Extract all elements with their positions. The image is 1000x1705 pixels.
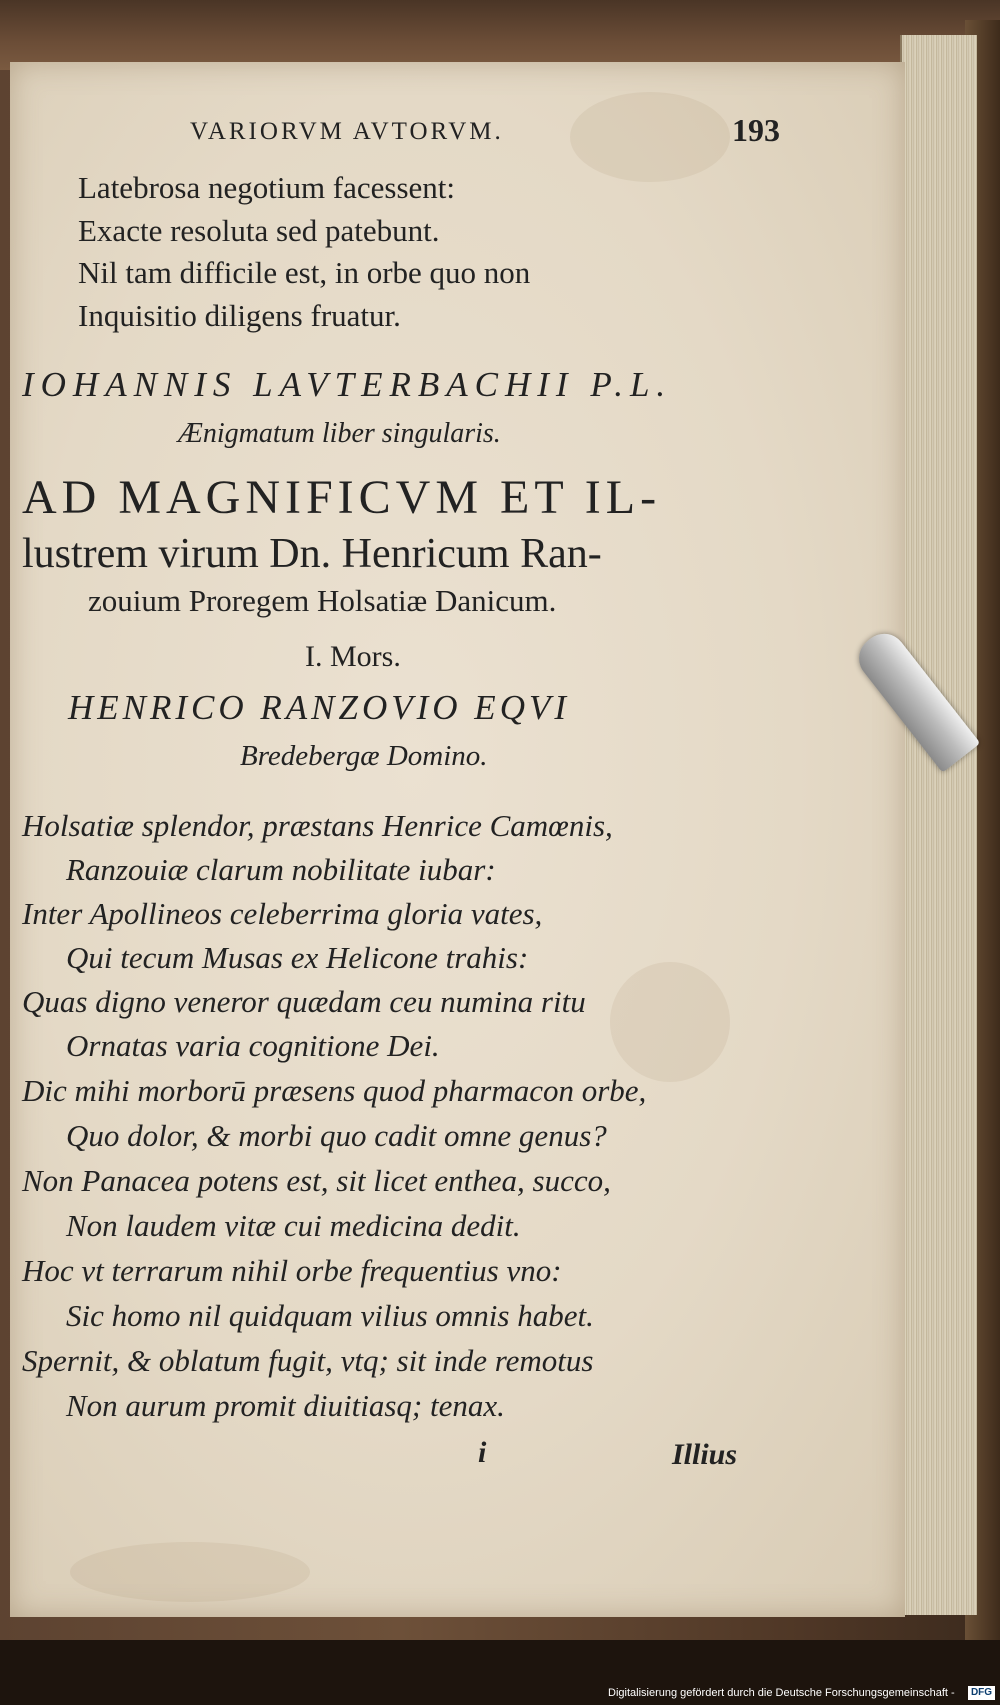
verse-line: Holsatiæ splendor, præstans Henrice Camœnis, [22,808,613,843]
verse-line: Non laudem vitæ cui medicina dedit. [66,1208,521,1243]
paper-stain [70,1542,310,1602]
verse-line: Non aurum promit diuitiasq; tenax. [66,1388,505,1423]
verse-line: Inter Apollineos celeberrima gloria vates, [22,896,543,931]
verse-line: Non Panacea potens est, sit licet enthea, succo, [22,1163,611,1198]
running-head: VARIORVM AVTORVM. [190,118,504,145]
page-number: 193 [732,112,780,148]
verse-line: Hoc vt terrarum nihil orbe frequentius vno: [22,1253,562,1288]
digitization-credit: Digitalisierung gefördert durch die Deutsche Forschungsgemeinschaft - [608,1687,955,1699]
paper-stain [570,92,730,182]
verse-line: Quas digno veneror quædam ceu numina ritu [22,984,586,1019]
verse-line: Sic homo nil quidquam vilius omnis habet. [66,1298,594,1333]
verse-line: Qui tecum Musas ex Helicone trahis: [66,940,529,975]
address-heading: HENRICO RANZOVIO EQVI [68,688,571,727]
text-line: Exacte resoluta sed patebunt. [78,213,440,248]
dedication-line: zouium Proregem Holsatiæ Danicum. [88,583,557,618]
dedication-line: lustrem virum Dn. Henricum Ran- [22,531,602,577]
author-heading: IOHANNIS LAVTERBACHII P.L. [22,365,673,404]
section-number: I. Mors. [305,640,401,673]
verse-line: Spernit, & oblatum fugit, vtq; sit inde remotus [22,1343,594,1378]
text-line: Latebrosa negotium facessent: [78,170,456,205]
cover-top-edge [0,0,1000,70]
dedication-line: AD MAGNIFICVM ET IL- [22,471,662,524]
verse-line: Quo dolor, & morbi quo cadit omne genus? [66,1118,607,1153]
address-subheading: Bredebergæ Domino. [240,740,488,772]
paper-stain [610,962,730,1082]
text-line: Nil tam difficile est, in orbe quo non [78,255,531,290]
catchword: Illius [672,1438,738,1471]
book-subtitle: Ænigmatum liber singularis. [178,418,501,449]
page-fore-edge [900,35,977,1615]
dfg-logo: DFG [968,1686,995,1700]
verse-line: Dic mihi morborū præsens quod pharmacon orbe, [22,1073,647,1108]
text-line: Inquisitio diligens fruatur. [78,298,401,333]
verse-line: Ranzouiæ clarum nobilitate iubar: [66,852,496,887]
signature-mark: i [478,1436,487,1469]
verse-line: Ornatas varia cognitione Dei. [66,1028,440,1063]
